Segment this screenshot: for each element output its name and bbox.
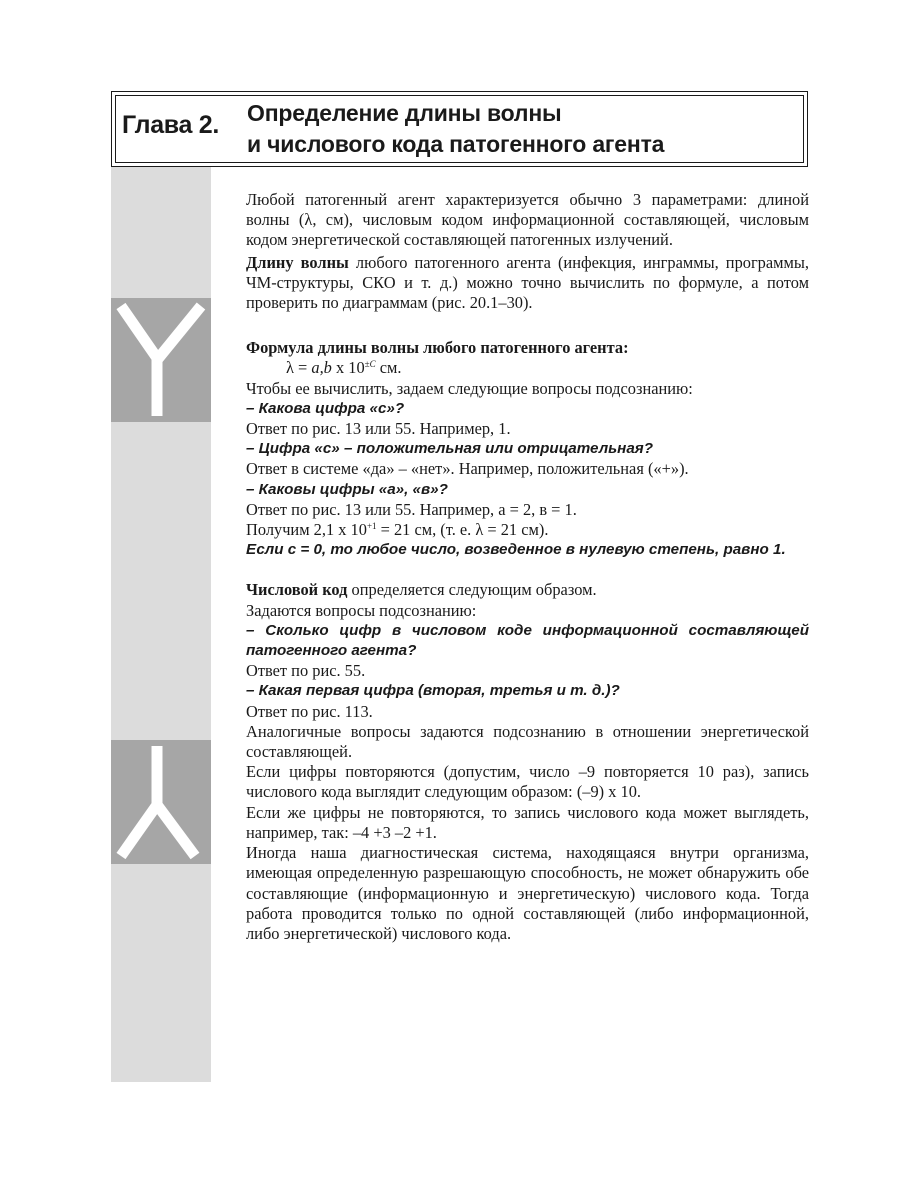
answer-3: Ответ по рис. 13 или 55. Например, а = 2, в = 1. [246,499,577,519]
norepeat-paragraph: Если же цифры не повторяются, то запись числового кода может выглядеть, например, так: –4 +3 –2 +1. [246,802,809,842]
formula-exp: ±C [364,359,376,370]
chapter-title-line2: и числового кода патогенного агента [247,131,665,157]
chapter-label: Глава 2. [122,111,220,139]
question-2: – Цифра «с» – положительная или отрицательная? [246,440,653,458]
code-paragraph [246,580,809,600]
formula-unit: см. [375,358,402,378]
answer-1: Ответ по рис. 13 или 55. Например, 1. [246,419,511,439]
repeat-paragraph: Если цифры повторяются (допустим, число –9 повторяется 10 раз), запись числового кода выглядит следующим образом: (–9) х 10. [246,762,809,802]
y-shape-icon [111,298,211,422]
formula-var: a,b [311,358,332,378]
wavelength-paragraph [246,253,809,314]
main-text [246,190,809,944]
answer-2: Ответ в системе «да» – «нет». Например, положительная («+»). [246,459,689,479]
ask-intro: Чтобы ее вычислить, задаем следующие вопросы подсознанию: [246,378,693,398]
formula [246,358,809,378]
code-paragraph-text: определяется следующим образом. [347,580,597,600]
code-ask: Задаются вопросы подсознанию: [246,600,477,620]
result-exp: +1 [366,521,377,532]
formula-mid: x 10 [331,358,365,378]
wavelength-bold-term: Длину волны [246,252,349,272]
wavelength-paragraph-text: любого патогенного агента (инфекция, инграммы, программы, ЧМ-структуры, СКО и т. д.) можно точно вычислить по формуле, а потом проверить по диаграммам (рис. 20.1–30). [246,252,810,313]
side-block-bottom [111,740,211,864]
answer-4: Ответ по рис. 55. [246,661,366,681]
final-paragraph: Иногда наша диагностическая система, находящаяся внутри организма, имеющая определенную разрешающую способность, не может обнаружить обе составляющие (информационную и энергетическую) числового кода. Тогда работа проводится только по одной составляющей (либо информационной, либо энергетической) числового кода. [246,843,809,943]
question-4: – Сколько цифр в числовом коде информационной составляющей патогенного агента? [246,621,809,660]
analog-paragraph: Аналогичные вопросы задаются подсознанию в отношении энергетической составляющей. [246,721,809,762]
intro-paragraph: Любой патогенный агент характеризуется обычно 3 параметрами: длиной волны (λ, см), числовым кодом информационной составляющей, числовым кодом энергетической составляющей патогенных излучений. [246,190,809,250]
inverted-y-shape-icon [111,740,211,864]
chapter-title-line1: Определение длины волны [247,100,562,126]
question-1: – Какова цифра «с»? [246,399,405,417]
chapter-header-box [111,91,808,167]
answer-5: Ответ по рис. 113. [246,701,373,721]
result-line [246,520,809,540]
question-3: – Каковы цифры «а», «в»? [246,480,448,498]
question-5: – Какая первая цифра (вторая, третья и т. д.)? [246,682,620,700]
result-prefix: Получим 2,1 х 10 [246,520,367,540]
note-zero-power: Если с = 0, то любое число, возведенное в нулевую степень, равно 1. [246,541,786,559]
formula-heading: Формула длины волны любого патогенного агента: [246,338,629,358]
formula-prefix: λ = [286,358,312,378]
code-bold-term: Числовой код [246,580,348,600]
result-suffix: = 21 см, (т. е. λ = 21 см). [376,520,549,540]
chapter-title [247,98,664,160]
side-block-top [111,298,211,422]
